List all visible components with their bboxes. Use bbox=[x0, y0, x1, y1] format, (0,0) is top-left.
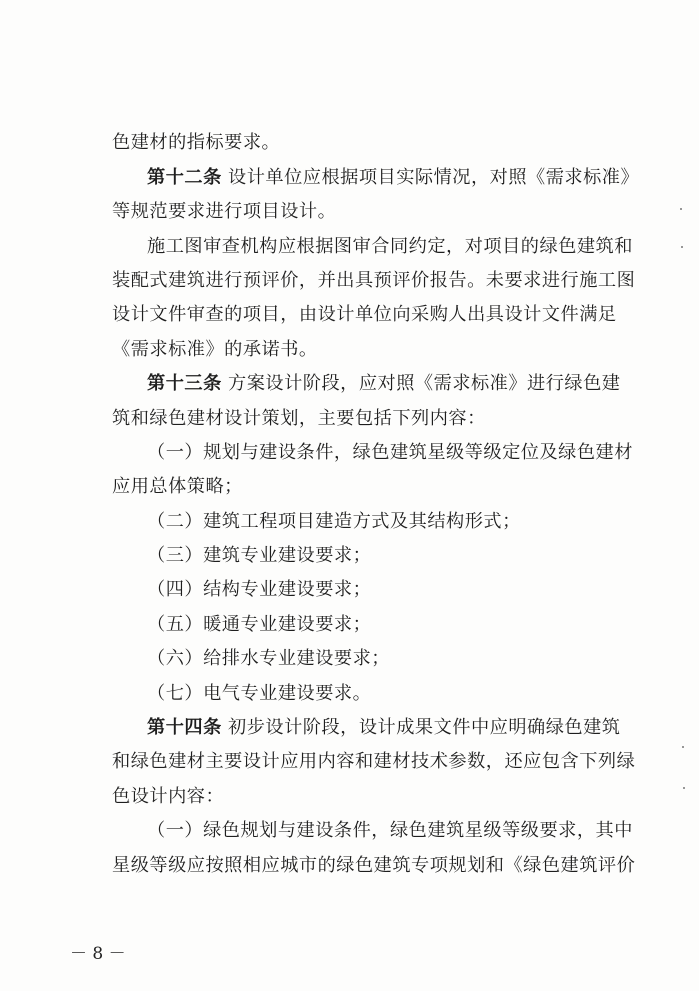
text-line bbox=[112, 751, 636, 773]
text-line bbox=[112, 408, 612, 430]
line-text: （七）电气专业建设要求。 bbox=[147, 683, 372, 704]
text-line bbox=[112, 855, 636, 877]
scan-speck bbox=[680, 208, 682, 210]
text-line bbox=[147, 545, 647, 567]
page-number: － 8 － bbox=[70, 944, 126, 964]
line-text: （五）暖通专业建设要求； bbox=[147, 614, 372, 635]
article-heading: 第十二条 bbox=[147, 167, 222, 188]
line-text: 色设计内容： bbox=[112, 786, 225, 807]
line-text: 初步设计阶段，设计成果文件中应明确绿色建筑 bbox=[221, 717, 621, 738]
scan-speck bbox=[681, 246, 683, 248]
line-text: 装配式建筑进行预评价，并出具预评价报告。未要求进行施工图 bbox=[112, 270, 636, 291]
line-text: （六）给排水专业建设要求； bbox=[147, 648, 390, 669]
line-text: 《需求标准》的承诺书。 bbox=[112, 339, 318, 360]
line-text: 施工图审查机构应根据图审合同约定，对项目的绿色建筑和 bbox=[147, 236, 633, 257]
line-text: （三）建筑专业建设要求； bbox=[147, 545, 372, 566]
text-line bbox=[147, 167, 647, 189]
article-heading: 第十四条 bbox=[147, 717, 222, 738]
text-line bbox=[112, 339, 612, 361]
text-line bbox=[147, 648, 647, 670]
text-line bbox=[147, 236, 647, 258]
text-line bbox=[112, 201, 612, 223]
line-text: 方案设计阶段，应对照《需求标准》进行绿色建 bbox=[221, 373, 621, 394]
text-line bbox=[147, 820, 647, 842]
scan-speck bbox=[682, 746, 684, 748]
text-line bbox=[112, 476, 612, 498]
line-text: 等规范要求进行项目设计。 bbox=[112, 201, 337, 222]
line-text: 色建材的指标要求。 bbox=[112, 132, 281, 153]
text-line bbox=[147, 614, 647, 636]
text-line bbox=[147, 683, 647, 705]
text-line bbox=[147, 579, 647, 601]
text-line bbox=[112, 786, 612, 808]
text-line bbox=[112, 270, 636, 292]
text-line bbox=[112, 304, 617, 326]
line-text: 设计文件审查的项目，由设计单位向采购人出具设计文件满足 bbox=[112, 304, 617, 325]
line-text: 筑和绿色建材设计策划，主要包括下列内容： bbox=[112, 408, 486, 429]
text-line bbox=[147, 511, 647, 533]
text-line bbox=[112, 132, 612, 154]
line-text: （一）绿色规划与建设条件，绿色建筑星级等级要求，其中 bbox=[147, 820, 633, 841]
line-text: 应用总体策略； bbox=[112, 476, 243, 497]
article-heading: 第十三条 bbox=[147, 373, 222, 394]
line-text: （二）建筑工程项目建造方式及其结构形式； bbox=[147, 511, 521, 532]
line-text: 设计单位应根据项目实际情况，对照《需求标准》 bbox=[221, 167, 640, 188]
text-line bbox=[147, 442, 647, 464]
line-text: 星级等级应按照相应城市的绿色建筑专项规划和《绿色建筑评价 bbox=[112, 855, 636, 876]
text-line bbox=[147, 373, 647, 395]
text-line bbox=[147, 717, 647, 739]
scan-speck bbox=[683, 787, 685, 789]
line-text: （四）结构专业建设要求； bbox=[147, 579, 372, 600]
line-text: （一）规划与建设条件，绿色建筑星级等级定位及绿色建材 bbox=[147, 442, 633, 463]
line-text: 和绿色建材主要设计应用内容和建材技术参数，还应包含下列绿 bbox=[112, 751, 636, 772]
